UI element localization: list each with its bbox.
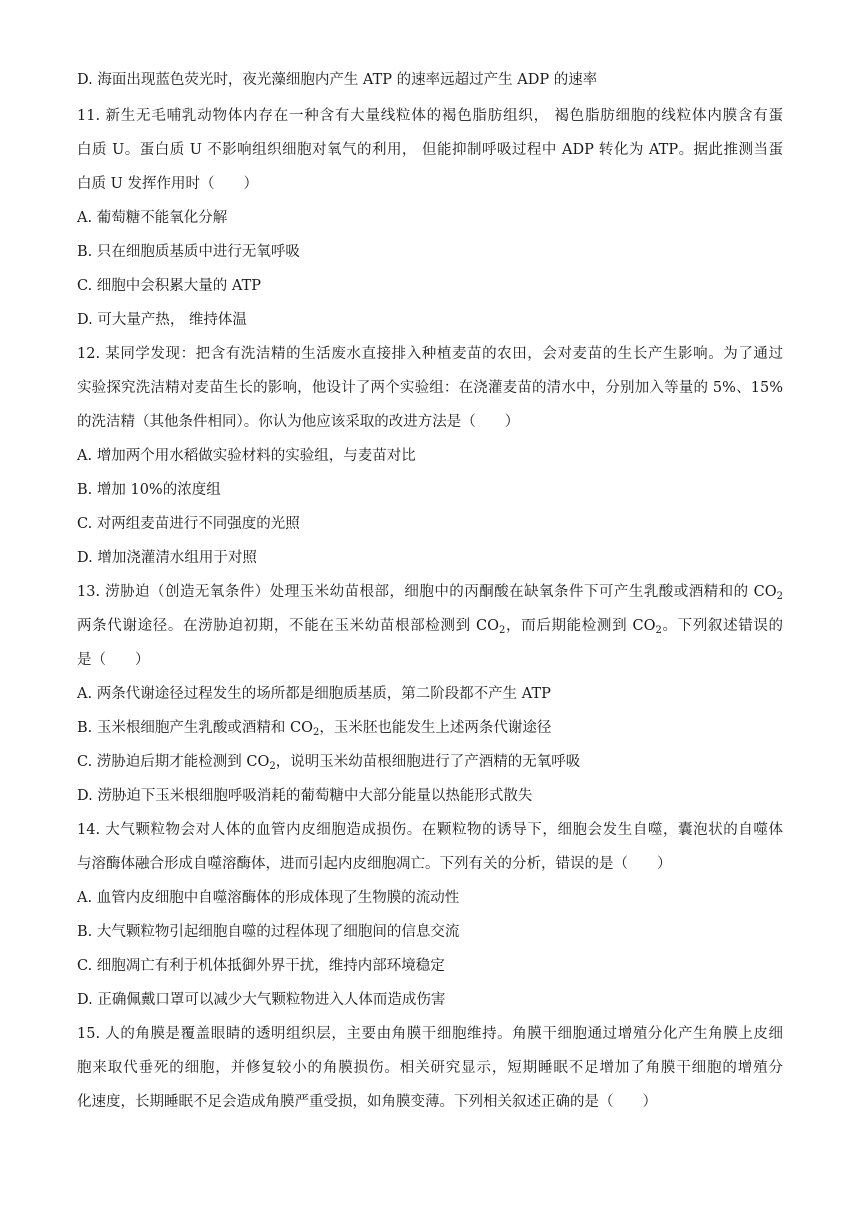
q15-stem-line-2: 胞来取代垂死的细胞，并修复较小的角膜损伤。相关研究显示，短期睡眠不足增加了角膜干细胞的增殖分 [77,1060,783,1076]
q14-stem-line-2: 与溶酶体融合形成自噬溶酶体，进而引起内皮细胞凋亡。下列有关的分析，错误的是（ ） [77,856,672,872]
q13-stem-line-2: 两条代谢途径。在涝胁迫初期，不能在玉米幼苗根部检测到 $CO_2$，而后期能检测到 $CO_2$。下列叙述错误的 [77,618,784,636]
q12-stem-line-1: 12. 某同学发现：把含有洗洁精的生活废水直接排入种植麦苗的农田，会对麦苗的生长产生影响。为了通过 [77,346,783,362]
q12-option-c: C. 对两组麦苗进行不同强度的光照 [77,516,300,532]
q13-option-b: B. 玉米根细胞产生乳酸或酒精和 $CO_2$，玉米胚也能发生上述两条代谢途径 [77,720,552,738]
q13-option-c: C. 涝胁迫后期才能检测到 $CO_2$，说明玉米幼苗根细胞进行了产酒精的无氧呼吸 [77,754,581,772]
q14-option-b: B. 大气颗粒物引起细胞自噬的过程体现了细胞间的信息交流 [77,924,460,940]
q13-option-a: A. 两条代谢途径过程发生的场所都是细胞质基质，第二阶段都不产生 ATP [77,686,551,702]
q15-stem-line-1: 15. 人的角膜是覆盖眼睛的透明组织层，主要由角膜干细胞维持。角膜干细胞通过增殖分化产生角膜上皮细 [77,1026,783,1042]
q12-stem-line-2: 实验探究洗洁精对麦苗生长的影响，他设计了两个实验组：在浇灌麦苗的清水中，分别加入等量的 5%、15% [77,380,783,396]
q11-stem-line-3: 白质 U 发挥作用时（ ） [77,176,258,192]
q12-option-b: B. 增加 10%的浓度组 [77,482,221,498]
q13-stem-line-3: 是（ ） [77,652,150,668]
q11-stem-line-2: 白质 U。蛋白质 U 不影响组织细胞对氧气的利用， 但能抑制呼吸过程中 ADP 转化为 ATP。据此推测当蛋 [77,142,783,158]
q14-option-d: D. 正确佩戴口罩可以减少大气颗粒物进入人体而造成伤害 [77,992,446,1008]
q11-option-d: D. 可大量产热， 维持体温 [77,312,247,328]
q14-stem-line-1: 14. 大气颗粒物会对人体的血管内皮细胞造成损伤。在颗粒物的诱导下，细胞会发生自噬，囊泡状的自噬体 [77,822,783,838]
q15-stem-line-3: 化速度，长期睡眠不足会造成角膜严重受损，如角膜变薄。下列相关叙述正确的是（ ） [77,1094,657,1110]
q11-stem-line-1: 11. 新生无毛哺乳动物体内存在一种含有大量线粒体的褐色脂肪组织， 褐色脂肪细胞的线粒体内膜含有蛋 [77,108,783,124]
q10-option-d: D. 海面出现蓝色荧光时，夜光藻细胞内产生 ATP 的速率远超过产生 ADP 的速率 [77,72,598,88]
q11-option-a: A. 葡萄糖不能氧化分解 [77,210,228,226]
q11-option-b: B. 只在细胞质基质中进行无氧呼吸 [77,244,300,260]
q13-option-d: D. 涝胁迫下玉米根细胞呼吸消耗的葡萄糖中大部分能量以热能形式散失 [77,788,533,804]
q12-option-d: D. 增加浇灌清水组用于对照 [77,550,257,566]
q12-stem-line-3: 的洗洁精（其他条件相同）。你认为他应该采取的改进方法是（ ） [77,414,520,430]
q11-option-c: C. 细胞中会积累大量的 ATP [77,278,262,294]
q14-option-a: A. 血管内皮细胞中自噬溶酶体的形成体现了生物膜的流动性 [77,890,460,906]
q12-option-a: A. 增加两个用水稻做实验材料的实验组，与麦苗对比 [77,448,416,464]
q14-option-c: C. 细胞凋亡有利于机体抵御外界干扰，维持内部环境稳定 [77,958,445,974]
q13-stem-line-1: 13. 涝胁迫（创造无氧条件）处理玉米幼苗根部，细胞中的丙酮酸在缺氧条件下可产生乳酸或酒精和的 $CO_2$ [77,584,783,602]
